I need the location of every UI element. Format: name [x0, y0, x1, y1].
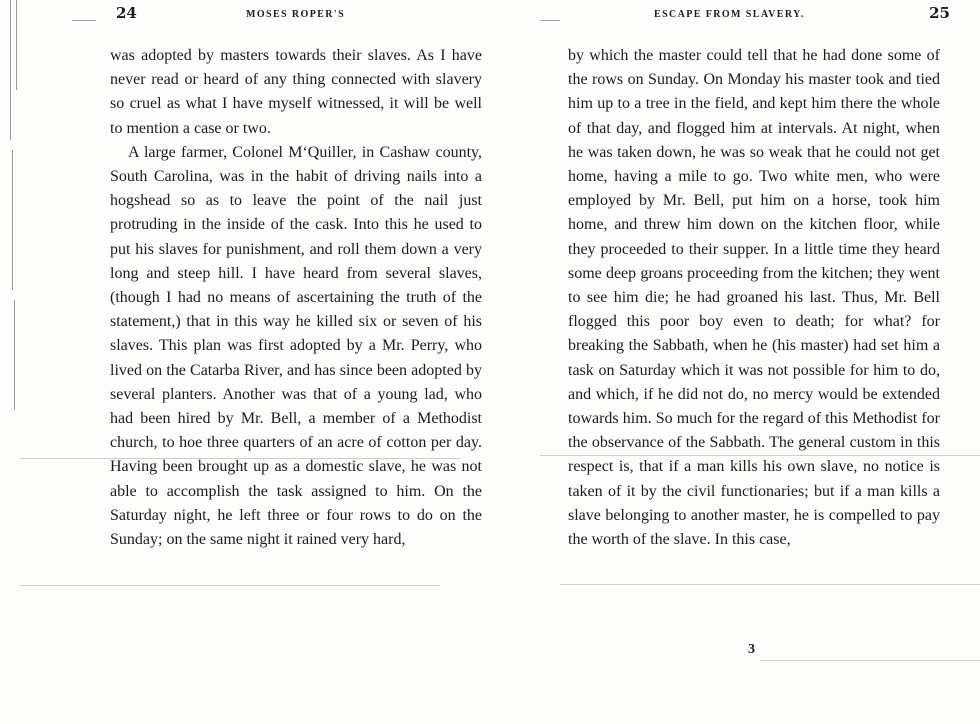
scan-line-left-top	[72, 20, 96, 21]
right-running-title: ESCAPE FROM SLAVERY.	[654, 9, 805, 20]
left-body-text	[110, 44, 482, 552]
right-page	[562, 0, 950, 724]
left-running-title: MOSES ROPER'S	[246, 9, 346, 20]
signature-mark: 3	[748, 642, 755, 657]
left-running-head	[96, 4, 488, 24]
left-page	[96, 0, 488, 724]
paragraph: by which the master could tell that he had done some of the rows on Sunday. On Monday his master took and tied him up to a tree in the field, and kept him there the whole of that day, and flogged him at intervals. At night, when he was taken down, he was so weak that he could not get home, having a mile to go. Two white men, who were employed by Mr. Bell, put him on a horse, took him home, and threw him down on the kitchen floor, while they proceeded to their supper. In a little time they heard some deep groans proceeding from the kitchen; they went to see him die; he had groaned his last. Thus, Mr. Bell flogged this poor boy even to death; for what? for breaking the Sabbath, when he (his master) had set him a task on Saturday which it was not possible for him to do, and which, if he did not do, no mercy would be extended towards him. So much for the regard of this Methodist for the observance of the Sabbath. The general custom in this respect is, that if a man kills his own slave, no notice is taken of it by the civil functionaries; but if a man kills a slave belonging to another master, he is compelled to pay the worth of the slave. In this case,	[568, 47, 940, 549]
left-page-number: 24	[116, 4, 137, 22]
right-page-number: 25	[929, 4, 950, 22]
paragraph: A large farmer, Colonel M‘Quiller, in Cashaw county, South Carolina, was in the habit of driving nails into a hogshead so as to leave the point of the nail just protruding in the inside of the cask. Into this he used to put his slaves for punishment, and roll them down a very long and steep hill. I have heard from several slaves, (though I had no means of ascertaining the truth of the statement,) that in this way he killed six or seven of his slaves. This plan was first adopted by a Mr. Perry, who lived on the Catarba River, and has since been adopted by several planters. Another was that of a young lad, who had been hired by Mr. Bell, a member of a Methodist church, to hoe three quarters of an acre of cotton per day. Having been brought up as a domestic slave, he was not able to accomplish the task assigned to him. On the Saturday night, he left three or four rows to do on the Sunday; on the same night it rained very hard,	[110, 143, 482, 549]
binding-edge-marks	[10, 0, 24, 724]
right-running-head	[562, 4, 950, 24]
paragraph: was adopted by masters towards their slaves. As I have never read or heard of any thing connected with slavery so cruel as what I have myself witnessed, it will be well to mention a case or two.	[110, 47, 482, 137]
scan-line-right-top	[540, 20, 560, 21]
right-body-text	[568, 44, 940, 552]
